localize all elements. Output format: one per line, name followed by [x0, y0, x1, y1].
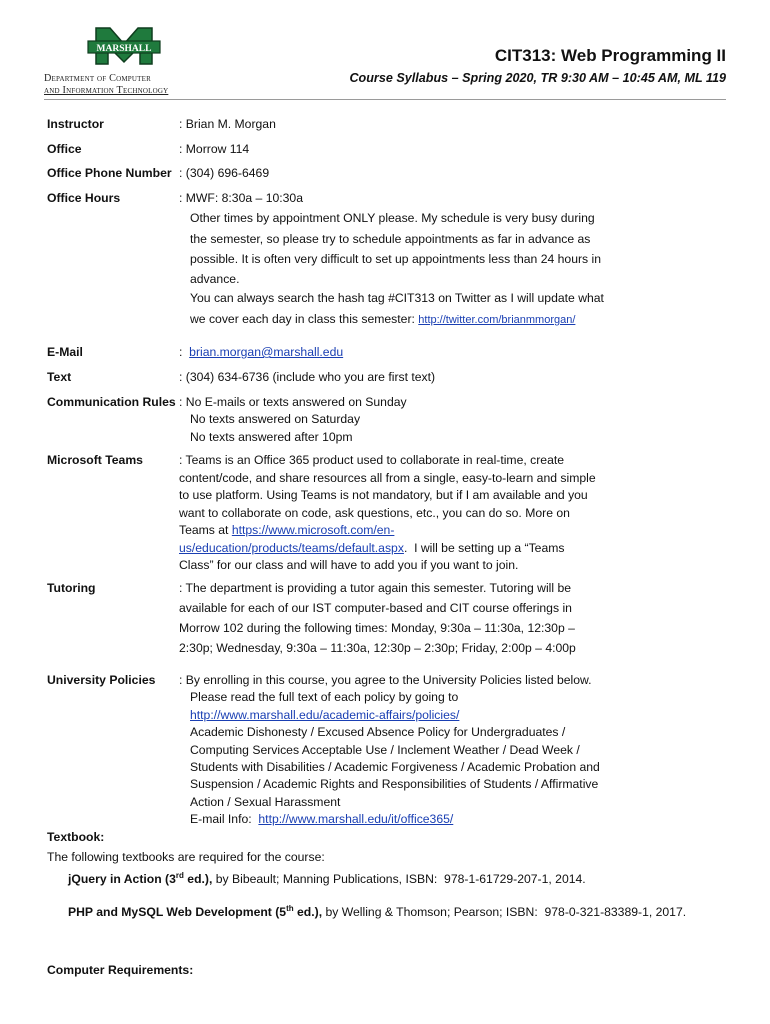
- policies-line: [190, 812, 453, 826]
- course-title: CIT313: Web Programming II: [494, 46, 726, 65]
- office-hours-line: [190, 312, 575, 326]
- policies-line: Students with Disabilities / Academic Forgiveness / Academic Probation and: [190, 760, 600, 774]
- office-label: Office: [47, 142, 82, 156]
- book2-details: by Welling & Thomson; Pearson; ISBN: 978-0-321-83389-1, 2017.: [322, 905, 687, 920]
- tutoring-line: Morrow 102 during the following times: Monday, 9:30a – 11:30a, 12:30p –: [179, 621, 575, 635]
- policies-link[interactable]: http://www.marshall.edu/academic-affairs/policies/: [190, 708, 460, 722]
- course-subtitle: Course Syllabus – Spring 2020, TR 9:30 AM – 10:45 AM, ML 119: [349, 71, 726, 85]
- instructor-label: Instructor: [47, 117, 104, 131]
- textbook-heading: Textbook:: [47, 830, 105, 844]
- teams-link-continued[interactable]: us/education/products/teams/default.aspx: [179, 541, 404, 555]
- department-name: [44, 73, 168, 97]
- teams-link-suffix: . I will be setting up a “Teams: [403, 541, 565, 555]
- office365-link[interactable]: http://www.marshall.edu/it/office365/: [258, 812, 454, 826]
- office-hours-line: possible. It is often very difficult to set up appointments less than 24 hours in: [190, 252, 601, 266]
- teams-line: content/code, and share resources all from a single, easy-to-learn and simple: [179, 471, 596, 485]
- instructor-value: : Brian M. Morgan: [179, 117, 276, 131]
- office-hours-line: the semester, so please try to schedule appointments as far in advance as: [190, 232, 591, 246]
- office-hours-line: You can always search the hash tag #CIT313 on Twitter as I will update what: [190, 291, 604, 305]
- book1-title-end: ed.),: [183, 872, 213, 887]
- dept-line-1: Department of Computer: [44, 73, 151, 84]
- communication-rule: : No E-mails or texts answered on Sunday: [179, 395, 407, 409]
- phone-label: Office Phone Number: [47, 166, 172, 180]
- policies-line: Please read the full text of each policy by going to: [190, 690, 459, 704]
- teams-link-prefix: Teams at: [179, 523, 232, 537]
- email-label: E-Mail: [47, 345, 83, 359]
- email-info-prefix: E-mail Info:: [190, 812, 259, 826]
- textbook-intro: The following textbooks are required for the course:: [47, 850, 325, 864]
- policies-line: Suspension / Academic Rights and Responsibilities of Students / Affirmative: [190, 777, 599, 791]
- teams-line: want to collaborate on code, ask questions, etc., you can do so. More on: [179, 506, 570, 520]
- policies-label: University Policies: [47, 673, 156, 687]
- textbook-item-1: [68, 871, 586, 886]
- tutoring-line: available for each of our IST computer-based and CIT course offerings in: [179, 601, 572, 615]
- office-hours-line: advance.: [190, 272, 240, 286]
- phone-value: : (304) 696-6469: [179, 166, 270, 180]
- policies-line: : By enrolling in this course, you agree to the University Policies listed below.: [179, 673, 592, 687]
- book1-edition-suffix: rd: [175, 871, 184, 880]
- office-hours-line: Other times by appointment ONLY please. My schedule is very busy during: [190, 211, 595, 225]
- tutoring-line: : The department is providing a tutor again this semester. Tutoring will be: [179, 581, 572, 595]
- office-value: : Morrow 114: [179, 142, 250, 156]
- communication-rules-label: Communication Rules: [47, 395, 176, 409]
- computer-requirements-heading: Computer Requirements:: [47, 963, 194, 977]
- email-link[interactable]: brian.morgan@marshall.edu: [189, 345, 344, 359]
- twitter-link[interactable]: http://twitter.com/brianmmorgan/: [418, 314, 576, 326]
- text-value: : (304) 634-6736 (include who you are first text): [179, 370, 436, 384]
- teams-label: Microsoft Teams: [47, 453, 143, 467]
- policies-line: Academic Dishonesty / Excused Absence Policy for Undergraduates /: [190, 725, 566, 739]
- teams-line: : Teams is an Office 365 product used to collaborate in real-time, create: [179, 453, 565, 467]
- email-row: [179, 345, 343, 359]
- policies-line: Computing Services Acceptable Use / Inclement Weather / Dead Week /: [190, 743, 580, 757]
- text-label: Text: [47, 370, 72, 384]
- book2-title: PHP and MySQL Web Development (5: [68, 905, 287, 920]
- communication-rule: No texts answered on Saturday: [190, 412, 361, 426]
- office-hours-label: Office Hours: [47, 191, 121, 205]
- textbook-item-2: [68, 904, 686, 919]
- book2-title-end: ed.),: [293, 905, 323, 920]
- policies-line: Action / Sexual Harassment: [190, 795, 341, 809]
- twitter-prefix: we cover each day in class this semester:: [190, 312, 419, 326]
- teams-line: Class” for our class and will have to add you if you want to join.: [179, 558, 519, 572]
- teams-link[interactable]: https://www.microsoft.com/en-: [231, 523, 395, 537]
- teams-line: [179, 523, 394, 537]
- tutoring-label: Tutoring: [47, 581, 96, 595]
- teams-line: [179, 541, 564, 555]
- office-hours-value: : MWF: 8:30a – 10:30a: [179, 191, 303, 205]
- policies-line: [190, 708, 459, 722]
- communication-rule: No texts answered after 10pm: [190, 430, 353, 444]
- tutoring-line: 2:30p; Wednesday, 9:30a – 11:30a, 12:30p – 2:30p; Friday, 2:00p – 4:00p: [179, 641, 576, 655]
- email-colon: :: [179, 345, 190, 359]
- book2-edition-suffix: th: [286, 904, 294, 913]
- teams-line: to use platform. Using Teams is not mandatory, but if I am available and you: [179, 488, 588, 502]
- dept-line-2: and Information Technology: [44, 85, 169, 96]
- book1-title: jQuery in Action (3: [68, 872, 176, 887]
- header-divider: [44, 99, 726, 100]
- logo-wordmark: MARSHALL: [96, 44, 152, 54]
- book1-details: by Bibeault; Manning Publications, ISBN: 978-1-61729-207-1, 2014.: [212, 872, 586, 887]
